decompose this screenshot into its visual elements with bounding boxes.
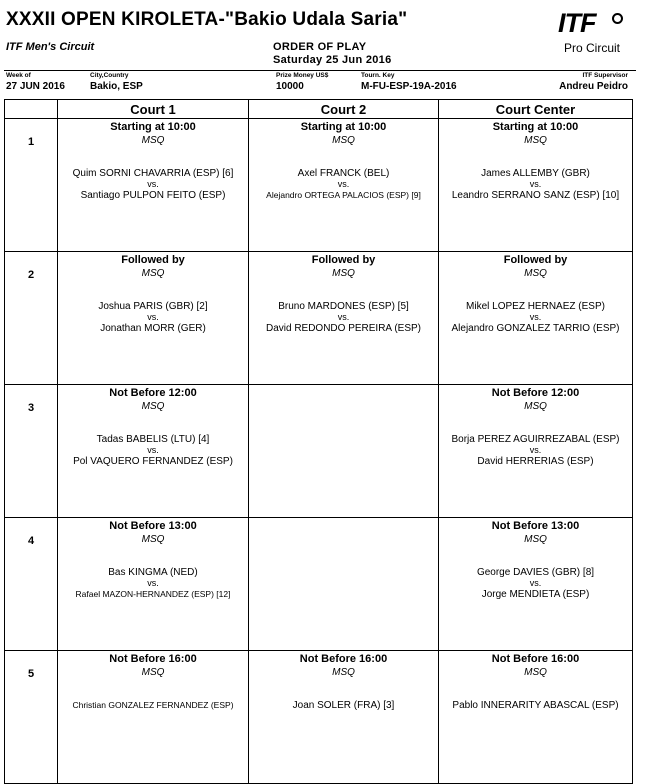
- match-time: Not Before 16:00: [299, 653, 388, 665]
- tournament-key-value: M-FU-ESP-19A-2016: [361, 81, 457, 92]
- match-cell: [439, 385, 633, 518]
- match-cell: [439, 651, 633, 784]
- match-number: 1: [5, 119, 58, 252]
- order-of-play-date: Saturday 25 Jun 2016: [273, 54, 392, 66]
- city-label: City,Country: [90, 72, 129, 79]
- player-one: Joshua PARIS (GBR) [2]: [98, 301, 208, 312]
- logo-text: ITF: [558, 8, 596, 38]
- player-one: Bas KINGMA (NED): [108, 567, 198, 578]
- versus-label: vs.: [337, 179, 350, 189]
- player-one: Quim SORNI CHAVARRIA (ESP) [6]: [72, 168, 234, 179]
- match-time: Starting at 10:00: [492, 121, 579, 133]
- header-divider: [4, 70, 636, 71]
- event-category: MSQ: [141, 135, 165, 146]
- match-time: [249, 518, 438, 520]
- player-one: Tadas BABELIS (LTU) [4]: [96, 434, 210, 445]
- court-header: Court 1: [58, 100, 249, 119]
- week-value: 27 JUN 2016: [6, 81, 65, 92]
- event-category: MSQ: [332, 135, 355, 146]
- versus-label: vs.: [147, 312, 159, 322]
- versus-label: vs.: [529, 445, 542, 455]
- versus-label: vs.: [337, 312, 350, 322]
- match-number: 4: [5, 518, 58, 651]
- event-category: MSQ: [141, 534, 165, 545]
- player-two: Jorge MENDIETA (ESP): [481, 589, 590, 600]
- order-of-play-heading: ORDER OF PLAY: [273, 41, 367, 53]
- player-one: James ALLEMBY (GBR): [481, 168, 590, 179]
- player-two: Leandro SERRANO SANZ (ESP) [10]: [451, 190, 620, 201]
- circuit-name: ITF Men's Circuit: [6, 41, 95, 53]
- court-header: Court 2: [249, 100, 439, 119]
- event-category: MSQ: [524, 667, 547, 678]
- match-number: 3: [5, 385, 58, 518]
- match-cell: [439, 518, 633, 651]
- player-two: Rafael MAZON-HERNANDEZ (ESP) [12]: [75, 589, 231, 599]
- player-two: Pol VAQUERO FERNANDEZ (ESP): [73, 456, 233, 467]
- supervisor-label: ITF Supervisor: [582, 72, 628, 79]
- court-header-row: [5, 100, 633, 119]
- match-time: Followed by: [121, 254, 185, 266]
- week-label: Week of: [6, 72, 31, 79]
- player-one: Joan SOLER (FRA) [3]: [292, 700, 395, 711]
- player-one: Christian GONZALEZ FERNANDEZ (ESP): [72, 700, 234, 710]
- player-two: David REDONDO PEREIRA (ESP): [265, 323, 422, 334]
- match-cell: [249, 518, 439, 651]
- event-category: MSQ: [332, 268, 355, 279]
- match-cell: [58, 252, 249, 385]
- match-time: Followed by: [503, 254, 568, 266]
- match-cell: [58, 651, 249, 784]
- match-cell: [58, 385, 249, 518]
- corner-cell: [5, 100, 58, 119]
- match-time: Not Before 13:00: [491, 520, 580, 532]
- match-cell: [439, 119, 633, 252]
- player-one: Pablo INNERARITY ABASCAL (ESP): [452, 700, 619, 711]
- match-time: Not Before 16:00: [491, 653, 580, 665]
- event-category: MSQ: [141, 667, 165, 678]
- player-two: David HERRERIAS (ESP): [477, 456, 594, 467]
- versus-label: vs.: [529, 179, 542, 189]
- match-cell: [439, 252, 633, 385]
- versus-label: vs.: [147, 179, 159, 189]
- event-category: MSQ: [524, 268, 547, 279]
- match-cell: [58, 518, 249, 651]
- logo-subtitle: Pro Circuit: [564, 41, 621, 55]
- versus-label: vs.: [147, 445, 159, 455]
- match-number: 2: [5, 252, 58, 385]
- versus-label: vs.: [147, 578, 159, 588]
- versus-label: vs.: [529, 578, 542, 588]
- player-two: Alejandro ORTEGA PALACIOS (ESP) [9]: [266, 190, 421, 200]
- event-category: MSQ: [141, 268, 165, 279]
- match-time: [249, 385, 438, 387]
- match-row: [5, 651, 633, 784]
- player-two: Jonathan MORR (GER): [100, 323, 206, 334]
- prize-value: 10000: [276, 81, 304, 92]
- prize-label: Prize Money US$: [276, 72, 329, 79]
- event-category: MSQ: [524, 534, 547, 545]
- event-category: MSQ: [332, 667, 355, 678]
- city-value: Bakio, ESP: [90, 81, 143, 92]
- match-time: Not Before 12:00: [109, 387, 197, 399]
- match-cell: [249, 385, 439, 518]
- court-header: Court Center: [439, 100, 633, 119]
- match-cell: [249, 651, 439, 784]
- match-row: [5, 385, 633, 518]
- player-one: Mikel LOPEZ HERNAEZ (ESP): [466, 301, 605, 312]
- event-category: MSQ: [141, 401, 165, 412]
- tournament-title: XXXII OPEN KIROLETA-"Bakio Udala Saria": [6, 9, 408, 30]
- match-row: [5, 518, 633, 651]
- match-time: Not Before 16:00: [109, 653, 197, 665]
- player-two: Alejandro GONZALEZ TARRIO (ESP): [451, 323, 620, 334]
- match-time: Starting at 10:00: [110, 121, 196, 133]
- match-time: Starting at 10:00: [300, 121, 387, 133]
- match-row: [5, 252, 633, 385]
- itf-logo: [558, 8, 648, 60]
- versus-label: vs.: [529, 312, 542, 322]
- player-one: Axel FRANCK (BEL): [297, 168, 390, 179]
- match-cell: [58, 119, 249, 252]
- match-time: Not Before 12:00: [491, 387, 580, 399]
- event-category: MSQ: [524, 401, 547, 412]
- match-number: 5: [5, 651, 58, 784]
- tournament-key-label: Tourn. Key: [361, 72, 395, 79]
- match-time: Followed by: [311, 254, 376, 266]
- tennis-ball-icon: [612, 13, 623, 24]
- event-category: MSQ: [524, 135, 547, 146]
- match-row: [5, 119, 633, 252]
- order-of-play-table: [4, 99, 633, 784]
- supervisor-value: Andreu Peidro: [559, 81, 628, 92]
- match-time: Not Before 13:00: [109, 520, 197, 532]
- player-two: Santiago PULPON FEITO (ESP): [80, 190, 226, 201]
- player-one: Borja PEREZ AGUIRREZABAL (ESP): [451, 434, 620, 445]
- player-one: George DAVIES (GBR) [8]: [476, 567, 595, 578]
- match-cell: [249, 119, 439, 252]
- match-cell: [249, 252, 439, 385]
- player-one: Bruno MARDONES (ESP) [5]: [278, 301, 409, 312]
